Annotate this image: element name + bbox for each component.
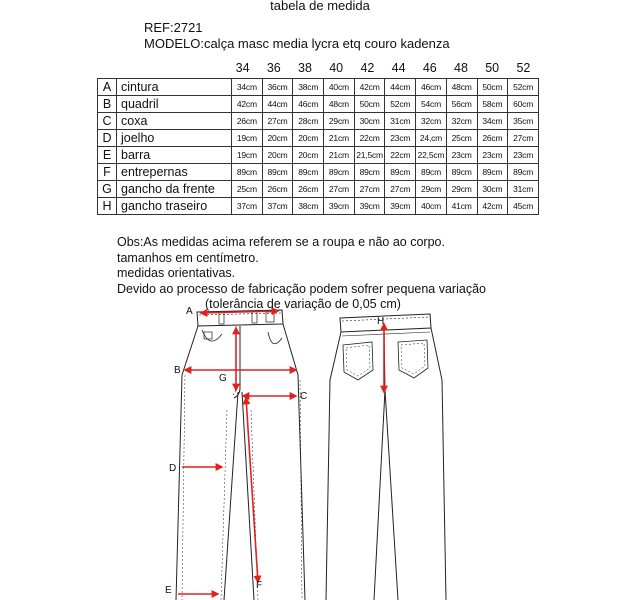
label-f: F [256, 580, 263, 591]
table-cell: 29cm [416, 181, 447, 198]
row-measurement-name: coxa [117, 113, 232, 130]
row-letter: D [98, 130, 117, 147]
table-cell: 40cm [324, 79, 355, 96]
table-cell: 56cm [446, 96, 477, 113]
table-cell: 58cm [477, 96, 508, 113]
table-cell: 23cm [385, 130, 416, 147]
model-name: MODELO:calça masc media lycra etq couro kadenza [144, 36, 450, 51]
table-row [98, 164, 539, 181]
table-cell: 39cm [385, 198, 416, 215]
table-cell: 35cm [508, 113, 539, 130]
label-e: E [165, 585, 172, 596]
table-cell: 50cm [477, 79, 508, 96]
table-row [98, 181, 539, 198]
table-cell: 39cm [354, 198, 385, 215]
table-cell: 31cm [508, 181, 539, 198]
label-h: H [377, 316, 385, 327]
table-cell: 44cm [262, 96, 293, 113]
table-row [98, 113, 539, 130]
table-cell: 42cm [354, 79, 385, 96]
table-cell: 21,5cm [354, 147, 385, 164]
table-cell: 46cm [293, 96, 324, 113]
table-cell: 27cm [324, 181, 355, 198]
table-cell: 26cm [232, 113, 263, 130]
table-cell: 89cm [508, 164, 539, 181]
table-cell: 21cm [324, 147, 355, 164]
table-cell: 89cm [446, 164, 477, 181]
size-label: 38 [298, 61, 312, 75]
table-cell: 32cm [416, 113, 447, 130]
row-measurement-name: gancho traseiro [117, 198, 232, 215]
table-cell: 19cm [232, 130, 263, 147]
note-line: Devido ao processo de fabricação podem sofrer pequena variação [117, 281, 486, 296]
table-cell: 31cm [385, 113, 416, 130]
table-cell: 39cm [324, 198, 355, 215]
pants-front-view [176, 310, 308, 600]
table-cell: 60cm [508, 96, 539, 113]
size-label: 34 [235, 61, 250, 75]
table-cell: 22cm [354, 130, 385, 147]
row-measurement-name: quadril [117, 96, 232, 113]
label-a: A [186, 306, 193, 317]
pants-technical-drawing [0, 300, 640, 600]
table-cell: 44cm [385, 79, 416, 96]
label-g: G [219, 373, 227, 384]
size-label: 50 [485, 61, 500, 75]
table-cell: 29cm [446, 181, 477, 198]
table-cell: 89cm [416, 164, 447, 181]
table-cell: 89cm [262, 164, 293, 181]
size-label: 52 [516, 61, 531, 75]
measurement-table [97, 78, 539, 215]
table-cell: 26cm [477, 130, 508, 147]
table-cell: 21cm [324, 130, 355, 147]
size-label: 36 [266, 61, 281, 75]
table-cell: 27cm [508, 130, 539, 147]
table-cell: 36cm [262, 79, 293, 96]
table-cell: 29cm [324, 113, 355, 130]
size-label: 40 [329, 61, 344, 75]
table-cell: 48cm [324, 96, 355, 113]
table-cell: 27cm [354, 181, 385, 198]
table-cell: 25cm [232, 181, 263, 198]
table-cell: 23cm [477, 147, 508, 164]
table-row [98, 96, 539, 113]
table-cell: 28cm [293, 113, 324, 130]
note-line: medidas orientativas. [117, 266, 236, 280]
size-header-row [227, 61, 539, 77]
table-cell: 54cm [416, 96, 447, 113]
table-cell: 38cm [293, 198, 324, 215]
row-letter: F [98, 164, 117, 181]
row-measurement-name: joelho [117, 130, 232, 147]
table-cell: 46cm [416, 79, 447, 96]
table-cell: 89cm [354, 164, 385, 181]
size-label: 46 [422, 61, 437, 75]
table-cell: 40cm [416, 198, 447, 215]
size-label: 48 [454, 61, 468, 75]
table-cell: 41cm [446, 198, 477, 215]
row-letter: C [98, 113, 117, 130]
row-letter: E [98, 147, 117, 164]
table-cell: 26cm [262, 181, 293, 198]
table-row [98, 79, 539, 96]
measurement-arrows [178, 311, 384, 594]
row-measurement-name: barra [117, 147, 232, 164]
page-title: tabela de medida [270, 0, 370, 13]
table-cell: 42cm [477, 198, 508, 215]
table-cell: 23cm [446, 147, 477, 164]
label-c: C [300, 391, 308, 402]
note-line: Obs:As medidas acima referem se a roupa e não ao corpo. [117, 235, 445, 249]
pants-back-view [326, 314, 446, 600]
row-letter: B [98, 96, 117, 113]
row-letter: G [98, 181, 117, 198]
label-b: B [174, 365, 181, 376]
table-cell: 48cm [446, 79, 477, 96]
size-label: 44 [391, 61, 406, 75]
table-cell: 34cm [232, 79, 263, 96]
table-cell: 52cm [385, 96, 416, 113]
table-cell: 20cm [293, 147, 324, 164]
table-cell: 30cm [354, 113, 385, 130]
note-line: tamanhos em centímetro. [117, 250, 259, 265]
row-letter: A [98, 79, 117, 96]
table-cell: 22,5cm [416, 147, 447, 164]
table-cell: 20cm [262, 147, 293, 164]
table-cell: 34cm [477, 113, 508, 130]
table-cell: 32cm [446, 113, 477, 130]
table-cell: 23cm [508, 147, 539, 164]
table-cell: 89cm [477, 164, 508, 181]
table-cell: 38cm [293, 79, 324, 96]
table-cell: 22cm [385, 147, 416, 164]
measurement-letters [165, 306, 384, 596]
table-cell: 20cm [293, 130, 324, 147]
table-cell: 42cm [232, 96, 263, 113]
table-row [98, 198, 539, 215]
table-cell: 19cm [232, 147, 263, 164]
table-cell: 37cm [232, 198, 263, 215]
table-cell: 89cm [385, 164, 416, 181]
table-cell: 89cm [232, 164, 263, 181]
table-row [98, 130, 539, 147]
table-cell: 24,cm [416, 130, 447, 147]
table-cell: 20cm [262, 130, 293, 147]
table-cell: 26cm [293, 181, 324, 198]
table-row [98, 147, 539, 164]
row-letter: H [98, 198, 117, 215]
table-cell: 52cm [508, 79, 539, 96]
table-cell: 45cm [508, 198, 539, 215]
row-measurement-name: cintura [117, 79, 232, 96]
table-cell: 25cm [446, 130, 477, 147]
row-measurement-name: entrepernas [117, 164, 232, 181]
table-cell: 37cm [262, 198, 293, 215]
table-cell: 30cm [477, 181, 508, 198]
size-label: 42 [360, 61, 375, 75]
table-cell: 27cm [385, 181, 416, 198]
label-d: D [169, 463, 177, 474]
row-measurement-name: gancho da frente [117, 181, 232, 198]
table-cell: 89cm [324, 164, 355, 181]
tolerance-note: (tolerância de variação de 0,05 cm) [205, 297, 401, 311]
table-cell: 27cm [262, 113, 293, 130]
reference-code: REF:2721 [144, 20, 203, 35]
table-cell: 50cm [354, 96, 385, 113]
table-cell: 89cm [293, 164, 324, 181]
